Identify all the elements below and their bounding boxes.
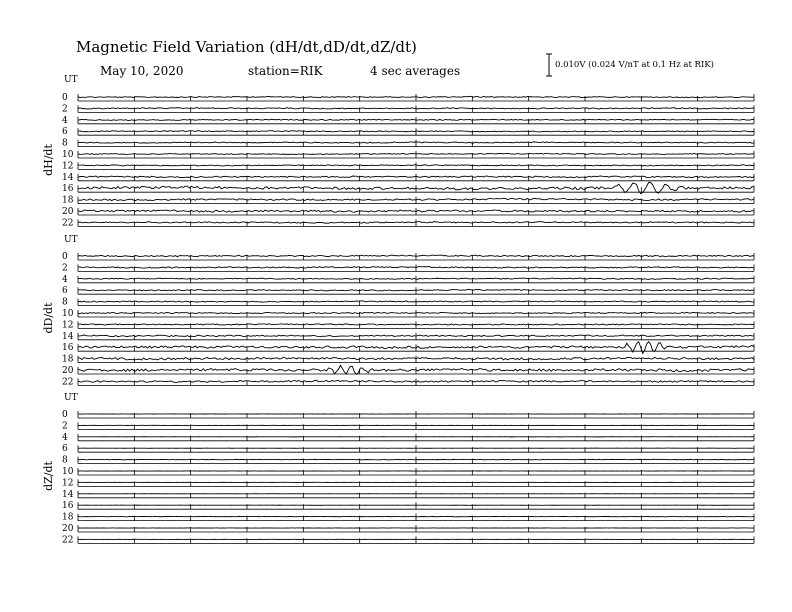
row-hour-label: 18 [62,195,74,206]
panel-ylabel: dH/dt [42,144,55,176]
panel-dZ-dt [42,393,754,545]
row-hour-label: 6 [62,286,68,297]
row-hour-label: 16 [62,501,74,512]
row-hour-label: 2 [62,104,68,115]
row-hour-label: 12 [62,478,74,489]
scale-bar-label: 0.010V (0.024 V/nT at 0.1 Hz at RIK) [555,60,714,70]
panel-dH-dt [42,75,754,228]
row-hour-label: 14 [62,331,74,342]
row-hour-label: 10 [62,150,74,160]
row-hour-label: 22 [62,218,74,229]
row-hour-label: 22 [62,535,74,546]
row-hour-label: 4 [62,432,68,443]
row-hour-label: 6 [62,444,68,455]
row-hour-label: 22 [62,377,74,388]
row-hour-label: 6 [62,127,68,138]
row-hour-label: 12 [62,161,74,172]
panel-ylabel: dZ/dt [42,461,55,491]
row-hour-label: 18 [62,354,74,365]
row-hour-label: 14 [62,172,74,183]
row-hour-label: 0 [62,410,68,420]
row-hour-label: 20 [62,207,74,217]
row-hour-label: 4 [62,115,68,126]
row-hour-label: 8 [62,455,68,466]
chart-title: Magnetic Field Variation (dH/dt,dD/dt,dZ/dt) [76,38,417,56]
row-hour-label: 16 [62,343,74,354]
row-hour-label: 2 [62,263,68,274]
row-hour-label: 10 [62,309,74,319]
row-hour-label: 20 [62,524,74,534]
row-hour-label: 20 [62,366,74,376]
row-hour-label: 8 [62,138,68,149]
ut-axis-label: UT [64,393,78,403]
trace-line [78,459,754,460]
row-hour-label: 2 [62,421,68,432]
row-hour-label: 4 [62,274,68,285]
averaging-label: 4 sec averages [370,64,461,78]
row-hour-label: 12 [62,320,74,331]
ut-axis-label: UT [64,235,78,245]
station-label: station=RIK [248,64,323,78]
row-hour-label: 10 [62,467,74,477]
row-hour-label: 0 [62,252,68,262]
row-hour-label: 0 [62,93,68,103]
ut-axis-label: UT [64,75,78,85]
scale-bar-icon [546,54,552,76]
row-hour-label: 18 [62,512,74,523]
date-label: May 10, 2020 [100,64,184,78]
row-hour-label: 8 [62,297,68,308]
panel-ylabel: dD/dt [42,302,55,334]
row-hour-label: 16 [62,184,74,195]
panel-dD-dt [42,235,754,387]
row-hour-label: 14 [62,489,74,500]
